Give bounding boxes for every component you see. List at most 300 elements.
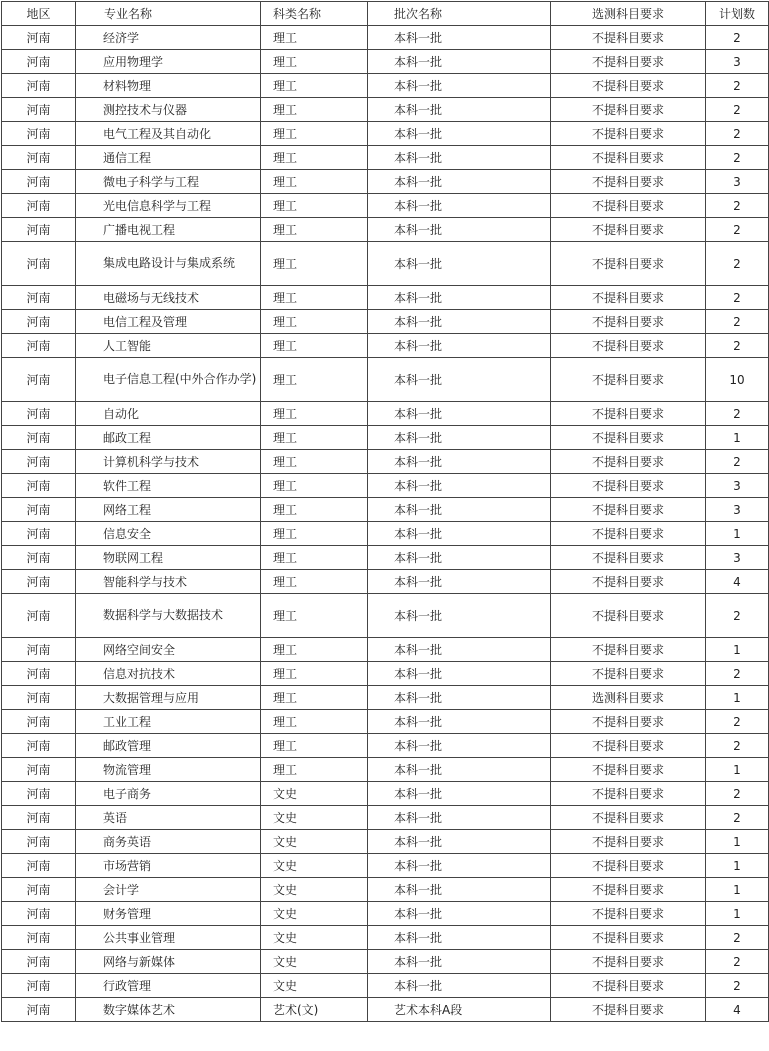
cell-category: 艺术(文) bbox=[261, 998, 368, 1022]
cell-requirement: 不提科目要求 bbox=[551, 474, 706, 498]
table-row bbox=[2, 758, 769, 782]
major-name: 行政管理 bbox=[103, 978, 152, 993]
table-row bbox=[2, 358, 769, 402]
table-row bbox=[2, 402, 769, 426]
cell-category: 理工 bbox=[261, 426, 368, 450]
cell-major bbox=[76, 830, 261, 854]
cell-category: 文史 bbox=[261, 782, 368, 806]
major-name: 经济学 bbox=[103, 30, 140, 45]
cell-category: 文史 bbox=[261, 806, 368, 830]
cell-region: 河南 bbox=[2, 146, 76, 170]
cell-major bbox=[76, 450, 261, 474]
cell-count: 4 bbox=[706, 570, 769, 594]
cell-category: 理工 bbox=[261, 194, 368, 218]
cell-requirement: 不提科目要求 bbox=[551, 522, 706, 546]
cell-category: 理工 bbox=[261, 170, 368, 194]
major-name: 物流管理 bbox=[103, 762, 152, 777]
cell-requirement: 不提科目要求 bbox=[551, 782, 706, 806]
cell-region: 河南 bbox=[2, 686, 76, 710]
cell-requirement: 不提科目要求 bbox=[551, 242, 706, 286]
cell-category: 理工 bbox=[261, 594, 368, 638]
major-name: 市场营销 bbox=[103, 858, 152, 873]
table-row bbox=[2, 878, 769, 902]
cell-requirement: 不提科目要求 bbox=[551, 310, 706, 334]
cell-region: 河南 bbox=[2, 26, 76, 50]
cell-category: 理工 bbox=[261, 146, 368, 170]
cell-region: 河南 bbox=[2, 782, 76, 806]
table-row bbox=[2, 546, 769, 570]
cell-count: 2 bbox=[706, 450, 769, 474]
table-row bbox=[2, 830, 769, 854]
table-body bbox=[2, 26, 769, 1022]
cell-count: 2 bbox=[706, 950, 769, 974]
cell-region: 河南 bbox=[2, 734, 76, 758]
cell-batch: 本科一批 bbox=[368, 50, 551, 74]
cell-major bbox=[76, 50, 261, 74]
cell-requirement: 不提科目要求 bbox=[551, 758, 706, 782]
header-major: 专业名称 bbox=[76, 2, 261, 26]
cell-region: 河南 bbox=[2, 474, 76, 498]
cell-category: 理工 bbox=[261, 358, 368, 402]
cell-region: 河南 bbox=[2, 402, 76, 426]
table-row bbox=[2, 26, 769, 50]
cell-batch: 本科一批 bbox=[368, 758, 551, 782]
table-row bbox=[2, 902, 769, 926]
cell-region: 河南 bbox=[2, 830, 76, 854]
cell-requirement: 不提科目要求 bbox=[551, 638, 706, 662]
cell-count: 4 bbox=[706, 998, 769, 1022]
cell-requirement: 不提科目要求 bbox=[551, 734, 706, 758]
major-name: 网络空间安全 bbox=[103, 642, 176, 657]
cell-major bbox=[76, 878, 261, 902]
table-row bbox=[2, 662, 769, 686]
cell-major bbox=[76, 146, 261, 170]
cell-count: 2 bbox=[706, 286, 769, 310]
table-row bbox=[2, 218, 769, 242]
cell-batch: 本科一批 bbox=[368, 242, 551, 286]
cell-major bbox=[76, 498, 261, 522]
major-name: 材料物理 bbox=[103, 78, 152, 93]
cell-count: 3 bbox=[706, 546, 769, 570]
major-name: 网络与新媒体 bbox=[103, 954, 176, 969]
cell-region: 河南 bbox=[2, 122, 76, 146]
cell-category: 理工 bbox=[261, 26, 368, 50]
major-name: 微电子科学与工程 bbox=[103, 174, 200, 189]
cell-batch: 本科一批 bbox=[368, 218, 551, 242]
cell-major bbox=[76, 902, 261, 926]
major-name: 大数据管理与应用 bbox=[103, 690, 200, 705]
table-row bbox=[2, 638, 769, 662]
cell-requirement: 不提科目要求 bbox=[551, 426, 706, 450]
cell-region: 河南 bbox=[2, 218, 76, 242]
cell-major bbox=[76, 950, 261, 974]
cell-category: 理工 bbox=[261, 242, 368, 286]
cell-batch: 本科一批 bbox=[368, 450, 551, 474]
cell-requirement: 不提科目要求 bbox=[551, 878, 706, 902]
table-row bbox=[2, 98, 769, 122]
table-row bbox=[2, 474, 769, 498]
cell-count: 2 bbox=[706, 662, 769, 686]
cell-category: 理工 bbox=[261, 74, 368, 98]
cell-category: 理工 bbox=[261, 710, 368, 734]
cell-count: 1 bbox=[706, 638, 769, 662]
cell-batch: 本科一批 bbox=[368, 854, 551, 878]
cell-major bbox=[76, 122, 261, 146]
cell-count: 1 bbox=[706, 426, 769, 450]
table-row bbox=[2, 974, 769, 998]
cell-count: 3 bbox=[706, 474, 769, 498]
cell-count: 2 bbox=[706, 594, 769, 638]
cell-requirement: 不提科目要求 bbox=[551, 974, 706, 998]
cell-major bbox=[76, 686, 261, 710]
cell-count: 2 bbox=[706, 334, 769, 358]
header-category: 科类名称 bbox=[261, 2, 368, 26]
cell-category: 理工 bbox=[261, 758, 368, 782]
cell-batch: 本科一批 bbox=[368, 974, 551, 998]
major-name: 会计学 bbox=[103, 882, 140, 897]
cell-major bbox=[76, 334, 261, 358]
table-row bbox=[2, 570, 769, 594]
cell-category: 理工 bbox=[261, 310, 368, 334]
cell-category: 理工 bbox=[261, 50, 368, 74]
cell-major bbox=[76, 402, 261, 426]
major-name: 数据科学与大数据技术 bbox=[103, 608, 224, 622]
table-row bbox=[2, 950, 769, 974]
major-name: 电磁场与无线技术 bbox=[103, 290, 200, 305]
cell-count: 2 bbox=[706, 806, 769, 830]
cell-batch: 本科一批 bbox=[368, 570, 551, 594]
cell-batch: 本科一批 bbox=[368, 950, 551, 974]
cell-region: 河南 bbox=[2, 334, 76, 358]
cell-major bbox=[76, 734, 261, 758]
cell-category: 理工 bbox=[261, 638, 368, 662]
cell-category: 理工 bbox=[261, 218, 368, 242]
cell-requirement: 不提科目要求 bbox=[551, 498, 706, 522]
cell-major bbox=[76, 358, 261, 402]
cell-count: 1 bbox=[706, 902, 769, 926]
cell-major bbox=[76, 310, 261, 334]
cell-region: 河南 bbox=[2, 950, 76, 974]
cell-count: 1 bbox=[706, 522, 769, 546]
major-name: 英语 bbox=[103, 810, 128, 825]
cell-requirement: 不提科目要求 bbox=[551, 122, 706, 146]
table-row bbox=[2, 806, 769, 830]
cell-region: 河南 bbox=[2, 194, 76, 218]
table-row bbox=[2, 734, 769, 758]
cell-count: 2 bbox=[706, 926, 769, 950]
header-batch: 批次名称 bbox=[368, 2, 551, 26]
cell-batch: 本科一批 bbox=[368, 310, 551, 334]
cell-region: 河南 bbox=[2, 98, 76, 122]
cell-requirement: 不提科目要求 bbox=[551, 594, 706, 638]
cell-region: 河南 bbox=[2, 498, 76, 522]
cell-major bbox=[76, 546, 261, 570]
cell-count: 2 bbox=[706, 194, 769, 218]
cell-requirement: 不提科目要求 bbox=[551, 286, 706, 310]
cell-count: 2 bbox=[706, 782, 769, 806]
cell-requirement: 不提科目要求 bbox=[551, 334, 706, 358]
cell-major bbox=[76, 286, 261, 310]
cell-major bbox=[76, 710, 261, 734]
cell-requirement: 不提科目要求 bbox=[551, 546, 706, 570]
cell-batch: 本科一批 bbox=[368, 146, 551, 170]
cell-region: 河南 bbox=[2, 902, 76, 926]
cell-requirement: 不提科目要求 bbox=[551, 710, 706, 734]
cell-batch: 本科一批 bbox=[368, 426, 551, 450]
major-name: 邮政工程 bbox=[103, 430, 152, 445]
cell-batch: 本科一批 bbox=[368, 830, 551, 854]
cell-region: 河南 bbox=[2, 758, 76, 782]
cell-category: 理工 bbox=[261, 402, 368, 426]
cell-category: 文史 bbox=[261, 902, 368, 926]
cell-major bbox=[76, 570, 261, 594]
major-name: 自动化 bbox=[103, 406, 140, 421]
cell-requirement: 不提科目要求 bbox=[551, 74, 706, 98]
cell-region: 河南 bbox=[2, 594, 76, 638]
cell-requirement: 不提科目要求 bbox=[551, 450, 706, 474]
cell-count: 2 bbox=[706, 218, 769, 242]
major-name: 软件工程 bbox=[103, 478, 152, 493]
cell-count: 1 bbox=[706, 854, 769, 878]
cell-batch: 本科一批 bbox=[368, 926, 551, 950]
cell-count: 2 bbox=[706, 310, 769, 334]
cell-count: 2 bbox=[706, 734, 769, 758]
cell-requirement: 不提科目要求 bbox=[551, 26, 706, 50]
cell-batch: 本科一批 bbox=[368, 334, 551, 358]
table-row bbox=[2, 710, 769, 734]
major-name: 信息安全 bbox=[103, 526, 152, 541]
cell-batch: 本科一批 bbox=[368, 122, 551, 146]
cell-region: 河南 bbox=[2, 310, 76, 334]
cell-requirement: 不提科目要求 bbox=[551, 98, 706, 122]
table-row bbox=[2, 926, 769, 950]
cell-major bbox=[76, 74, 261, 98]
cell-count: 2 bbox=[706, 710, 769, 734]
major-name: 物联网工程 bbox=[103, 550, 164, 565]
table-header-row bbox=[2, 2, 769, 26]
cell-major bbox=[76, 194, 261, 218]
cell-batch: 艺术本科A段 bbox=[368, 998, 551, 1022]
cell-major bbox=[76, 782, 261, 806]
cell-major bbox=[76, 474, 261, 498]
table-row bbox=[2, 286, 769, 310]
cell-region: 河南 bbox=[2, 170, 76, 194]
cell-major bbox=[76, 758, 261, 782]
cell-batch: 本科一批 bbox=[368, 546, 551, 570]
cell-category: 文史 bbox=[261, 974, 368, 998]
cell-region: 河南 bbox=[2, 522, 76, 546]
cell-region: 河南 bbox=[2, 426, 76, 450]
cell-major bbox=[76, 522, 261, 546]
cell-requirement: 选测科目要求 bbox=[551, 686, 706, 710]
cell-region: 河南 bbox=[2, 878, 76, 902]
table-row bbox=[2, 498, 769, 522]
cell-category: 理工 bbox=[261, 122, 368, 146]
cell-requirement: 不提科目要求 bbox=[551, 902, 706, 926]
major-name: 电子商务 bbox=[103, 786, 152, 801]
cell-category: 理工 bbox=[261, 522, 368, 546]
cell-count: 10 bbox=[706, 358, 769, 402]
cell-category: 文史 bbox=[261, 878, 368, 902]
table-row bbox=[2, 310, 769, 334]
cell-count: 3 bbox=[706, 50, 769, 74]
major-name: 光电信息科学与工程 bbox=[103, 198, 212, 213]
cell-batch: 本科一批 bbox=[368, 522, 551, 546]
table-row bbox=[2, 170, 769, 194]
cell-batch: 本科一批 bbox=[368, 194, 551, 218]
cell-category: 理工 bbox=[261, 450, 368, 474]
cell-batch: 本科一批 bbox=[368, 686, 551, 710]
cell-major bbox=[76, 170, 261, 194]
table-row bbox=[2, 334, 769, 358]
cell-region: 河南 bbox=[2, 662, 76, 686]
major-name: 测控技术与仪器 bbox=[103, 102, 188, 117]
cell-region: 河南 bbox=[2, 450, 76, 474]
cell-batch: 本科一批 bbox=[368, 878, 551, 902]
cell-region: 河南 bbox=[2, 358, 76, 402]
cell-requirement: 不提科目要求 bbox=[551, 170, 706, 194]
major-name: 计算机科学与技术 bbox=[103, 454, 200, 469]
cell-count: 2 bbox=[706, 26, 769, 50]
cell-count: 2 bbox=[706, 122, 769, 146]
cell-batch: 本科一批 bbox=[368, 498, 551, 522]
major-name: 集成电路设计与集成系统 bbox=[103, 256, 236, 270]
cell-category: 理工 bbox=[261, 570, 368, 594]
cell-region: 河南 bbox=[2, 854, 76, 878]
major-name: 广播电视工程 bbox=[103, 222, 176, 237]
cell-requirement: 不提科目要求 bbox=[551, 830, 706, 854]
cell-category: 理工 bbox=[261, 546, 368, 570]
table-row bbox=[2, 50, 769, 74]
cell-count: 1 bbox=[706, 686, 769, 710]
cell-category: 理工 bbox=[261, 474, 368, 498]
cell-major bbox=[76, 26, 261, 50]
major-name: 财务管理 bbox=[103, 906, 152, 921]
major-name: 电信工程及管理 bbox=[103, 314, 188, 329]
cell-requirement: 不提科目要求 bbox=[551, 950, 706, 974]
cell-count: 2 bbox=[706, 98, 769, 122]
cell-region: 河南 bbox=[2, 286, 76, 310]
cell-batch: 本科一批 bbox=[368, 358, 551, 402]
table-row bbox=[2, 74, 769, 98]
cell-batch: 本科一批 bbox=[368, 782, 551, 806]
cell-requirement: 不提科目要求 bbox=[551, 194, 706, 218]
cell-batch: 本科一批 bbox=[368, 902, 551, 926]
cell-batch: 本科一批 bbox=[368, 474, 551, 498]
cell-count: 2 bbox=[706, 146, 769, 170]
cell-category: 理工 bbox=[261, 334, 368, 358]
cell-count: 2 bbox=[706, 242, 769, 286]
table-row bbox=[2, 122, 769, 146]
header-count: 计划数 bbox=[706, 2, 769, 26]
cell-region: 河南 bbox=[2, 710, 76, 734]
cell-count: 3 bbox=[706, 498, 769, 522]
cell-category: 理工 bbox=[261, 286, 368, 310]
cell-region: 河南 bbox=[2, 242, 76, 286]
cell-batch: 本科一批 bbox=[368, 74, 551, 98]
cell-region: 河南 bbox=[2, 926, 76, 950]
major-name: 网络工程 bbox=[103, 502, 152, 517]
cell-category: 理工 bbox=[261, 662, 368, 686]
major-name: 人工智能 bbox=[103, 338, 152, 353]
cell-category: 理工 bbox=[261, 686, 368, 710]
cell-category: 理工 bbox=[261, 498, 368, 522]
cell-requirement: 不提科目要求 bbox=[551, 854, 706, 878]
cell-category: 文史 bbox=[261, 854, 368, 878]
table-row bbox=[2, 854, 769, 878]
cell-major bbox=[76, 974, 261, 998]
cell-requirement: 不提科目要求 bbox=[551, 50, 706, 74]
cell-count: 2 bbox=[706, 402, 769, 426]
cell-category: 文史 bbox=[261, 830, 368, 854]
cell-count: 1 bbox=[706, 830, 769, 854]
major-name: 数字媒体艺术 bbox=[103, 1002, 176, 1017]
cell-category: 文史 bbox=[261, 950, 368, 974]
header-requirement: 选测科目要求 bbox=[551, 2, 706, 26]
cell-region: 河南 bbox=[2, 74, 76, 98]
table-row bbox=[2, 594, 769, 638]
cell-requirement: 不提科目要求 bbox=[551, 998, 706, 1022]
cell-count: 1 bbox=[706, 878, 769, 902]
cell-batch: 本科一批 bbox=[368, 98, 551, 122]
cell-major bbox=[76, 662, 261, 686]
cell-requirement: 不提科目要求 bbox=[551, 806, 706, 830]
cell-requirement: 不提科目要求 bbox=[551, 358, 706, 402]
table-row bbox=[2, 686, 769, 710]
table-row bbox=[2, 146, 769, 170]
cell-region: 河南 bbox=[2, 974, 76, 998]
major-name: 智能科学与技术 bbox=[103, 574, 188, 589]
cell-batch: 本科一批 bbox=[368, 638, 551, 662]
cell-batch: 本科一批 bbox=[368, 170, 551, 194]
cell-batch: 本科一批 bbox=[368, 594, 551, 638]
cell-batch: 本科一批 bbox=[368, 662, 551, 686]
cell-requirement: 不提科目要求 bbox=[551, 926, 706, 950]
table-row bbox=[2, 522, 769, 546]
cell-count: 2 bbox=[706, 74, 769, 98]
cell-major bbox=[76, 926, 261, 950]
cell-requirement: 不提科目要求 bbox=[551, 146, 706, 170]
cell-region: 河南 bbox=[2, 570, 76, 594]
cell-count: 3 bbox=[706, 170, 769, 194]
cell-major bbox=[76, 854, 261, 878]
major-name: 公共事业管理 bbox=[103, 930, 176, 945]
cell-batch: 本科一批 bbox=[368, 734, 551, 758]
major-name: 电子信息工程(中外合作办学) bbox=[103, 372, 257, 386]
table-row bbox=[2, 782, 769, 806]
cell-count: 1 bbox=[706, 758, 769, 782]
cell-category: 理工 bbox=[261, 734, 368, 758]
cell-major bbox=[76, 594, 261, 638]
major-name: 电气工程及其自动化 bbox=[103, 126, 212, 141]
cell-region: 河南 bbox=[2, 806, 76, 830]
enrollment-plan-table bbox=[1, 1, 769, 1022]
cell-batch: 本科一批 bbox=[368, 26, 551, 50]
cell-batch: 本科一批 bbox=[368, 710, 551, 734]
cell-major bbox=[76, 426, 261, 450]
table-row bbox=[2, 426, 769, 450]
major-name: 邮政管理 bbox=[103, 738, 152, 753]
major-name: 信息对抗技术 bbox=[103, 666, 176, 681]
cell-count: 2 bbox=[706, 974, 769, 998]
cell-major bbox=[76, 218, 261, 242]
cell-batch: 本科一批 bbox=[368, 402, 551, 426]
cell-major bbox=[76, 998, 261, 1022]
cell-category: 理工 bbox=[261, 98, 368, 122]
cell-batch: 本科一批 bbox=[368, 286, 551, 310]
table-row bbox=[2, 194, 769, 218]
cell-major bbox=[76, 806, 261, 830]
